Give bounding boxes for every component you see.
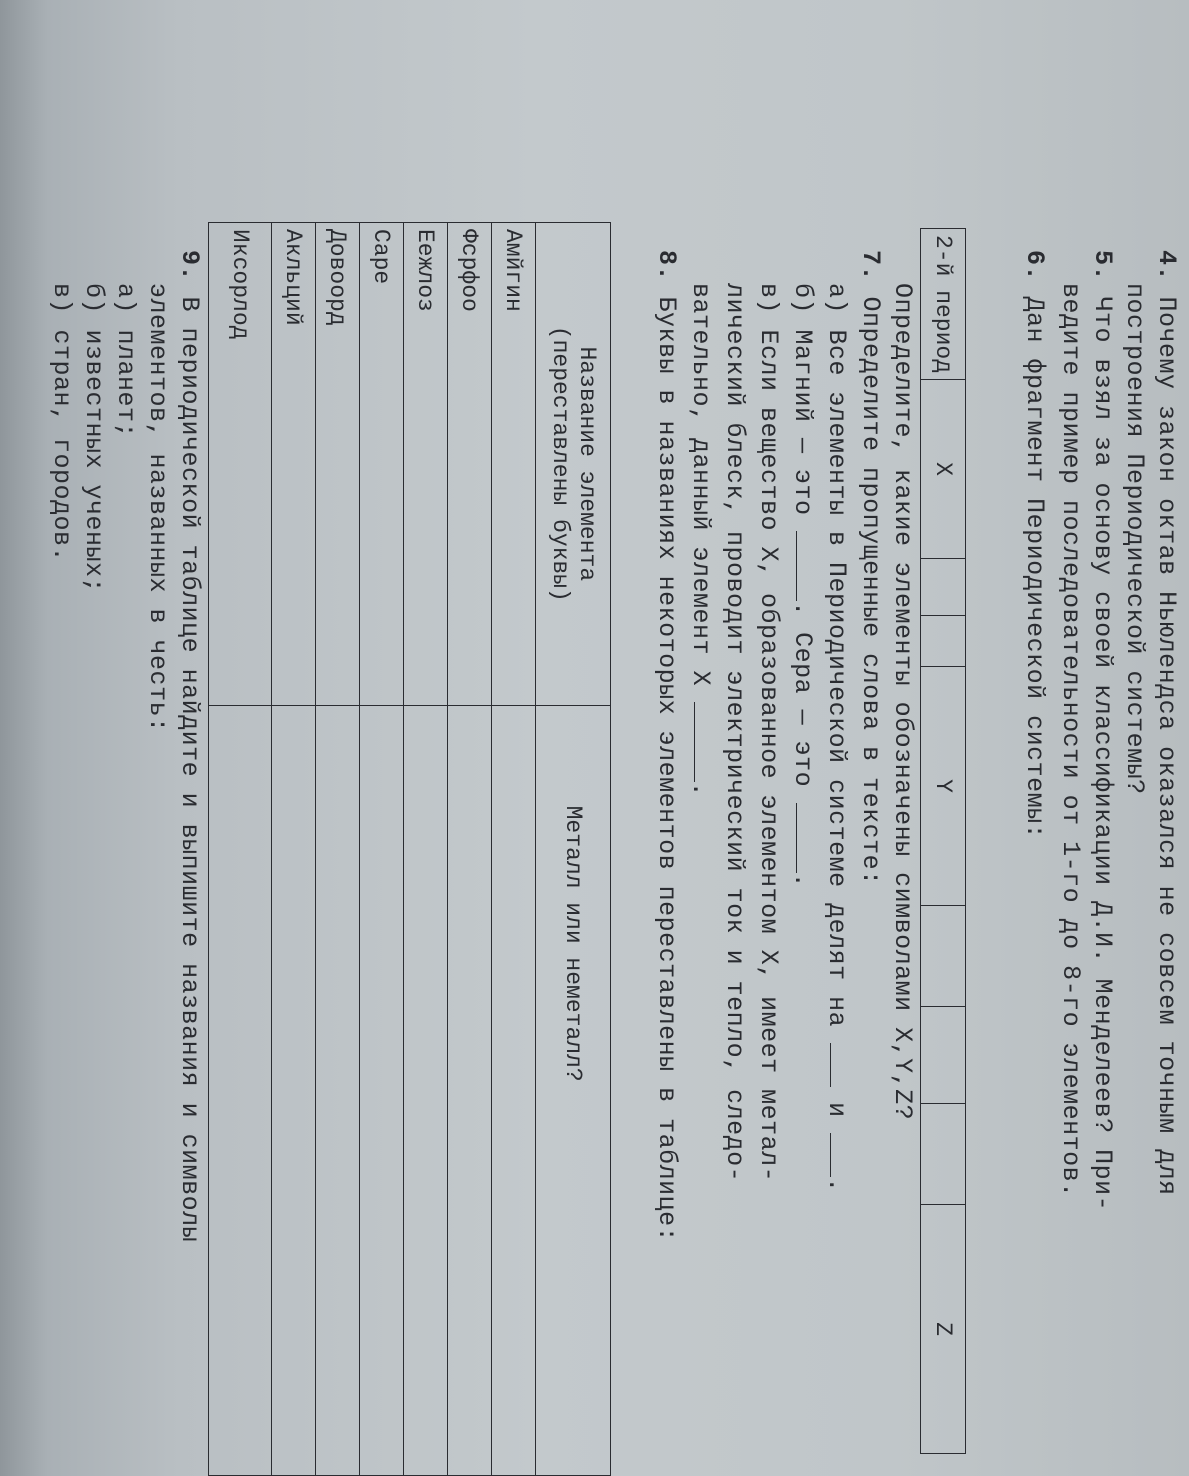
question-5-line-1 [1088,250,1117,1211]
element-cell-8: Z [921,1205,966,1454]
scrambled-element-name: Довоорд [316,223,360,706]
question-8-intro: Буквы в названиях некоторых элементов переставлены в таблице: [652,296,681,1243]
answer-cell[interactable] [492,705,536,1475]
element-cell-6 [921,1007,966,1104]
question-7c-line-1: в) Если вещество X, образованное элементом X, имеет метал- [754,283,783,1183]
question-6-question: Определите, какие элементы обозначены символами X,Y,Z? [888,283,917,1121]
question-7a-and: и [822,1102,851,1118]
question-7-line-1 [856,250,885,886]
element-cell-4: Y [921,667,966,906]
question-7c-line-2: лический блеск, проводит электрический ток и тепло, следо- [720,283,749,1183]
scrambled-element-name: Акльций [272,223,316,706]
answer-blank-7b-2[interactable] [796,803,815,873]
header-element-name [536,223,611,706]
question-7-intro: Определите пропущенные слова в тексте: [856,296,885,886]
question-7-number: 7. [856,250,885,282]
element-table-header [536,223,611,1476]
question-9b: б) известных ученых; [79,283,108,594]
question-4-line-1 [1152,250,1181,1196]
header-element-name-line-2: (переставлены буквы) [547,325,573,602]
period-fragment-row [921,229,966,1454]
element-names-table [208,222,611,1476]
question-9-number: 9. [175,250,204,282]
answer-blank-7c[interactable] [694,702,713,782]
table-row [360,223,404,1476]
question-4-number: 4. [1152,250,1181,282]
table-row [209,223,272,1476]
question-4-line-2: построения Периодической системы? [1120,283,1149,795]
scrambled-element-name: Амйгин [492,223,536,706]
question-6-intro: Дан фрагмент Периодической системы: [1020,296,1049,840]
question-7c-text-3: вательно, данный элемент X [686,283,715,687]
question-8-line-1 [652,250,681,1242]
question-7b-text-1: б) Магний — это [788,283,817,516]
question-9-text: В периодической таблице найдите и выпишите названия и символы [175,296,204,1243]
answer-blank-7a-2[interactable] [830,1133,849,1177]
table-row [448,223,492,1476]
table-row [272,223,316,1476]
answer-blank-7a-1[interactable] [830,1043,849,1087]
question-8-number: 8. [652,250,681,282]
table-row [404,223,448,1476]
element-cell-7 [921,1104,966,1205]
answer-cell[interactable] [272,705,316,1475]
table-row [316,223,360,1476]
scrambled-element-name: Еежлоз [404,223,448,706]
question-9a: а) планет; [111,283,140,439]
question-7a: а) Все элементы в Периодической системе делят на и . [822,283,851,1193]
question-9-line-1 [175,250,204,1242]
header-element-name-line-1: Название элемента [574,346,600,582]
question-9c: в) стран, городов. [47,283,76,563]
question-5-text: Что взял за основу своей классификации Д.И. Менделеев? При- [1088,296,1117,1212]
answer-blank-7b-1[interactable] [796,531,815,601]
question-7c-line-3: вательно, данный элемент X . [686,283,715,798]
question-5-number: 5. [1088,250,1117,282]
question-6-number: 6. [1020,250,1049,282]
answer-cell[interactable] [316,705,360,1475]
question-6-line-1 [1020,250,1049,839]
question-7b: б) Магний — это . Сера — это . [788,283,817,889]
period-fragment-table [920,228,966,1454]
answer-cell[interactable] [404,705,448,1475]
scrambled-element-name: Иксорлод [209,223,272,706]
scrambled-element-name: Фсрфоо [448,223,492,706]
scrambled-element-name: Саре [360,223,404,706]
question-7b-text-2: . Сера — это [788,601,817,788]
question-4-text: Почему закон октав Ньюлендса оказался не совсем точным для [1152,296,1181,1196]
element-cell-3 [921,616,966,667]
question-9-line-2: элементов, названных в честь: [143,283,172,733]
table-row [492,223,536,1476]
answer-cell[interactable] [360,705,404,1475]
period-row-label: 2-й период [921,229,966,380]
element-cell-5 [921,906,966,1007]
element-cell-1: X [921,380,966,559]
header-metal-or-nonmetal: Металл или неметалл? [536,705,611,1475]
element-cell-2 [921,559,966,616]
question-5-line-2: ведите пример последовательности от 1-го до 8-го элементов. [1056,283,1085,1198]
question-7a-text: а) Все элементы в Периодической системе делят на [822,283,851,1028]
answer-cell[interactable] [448,705,492,1475]
answer-cell[interactable] [209,705,272,1475]
